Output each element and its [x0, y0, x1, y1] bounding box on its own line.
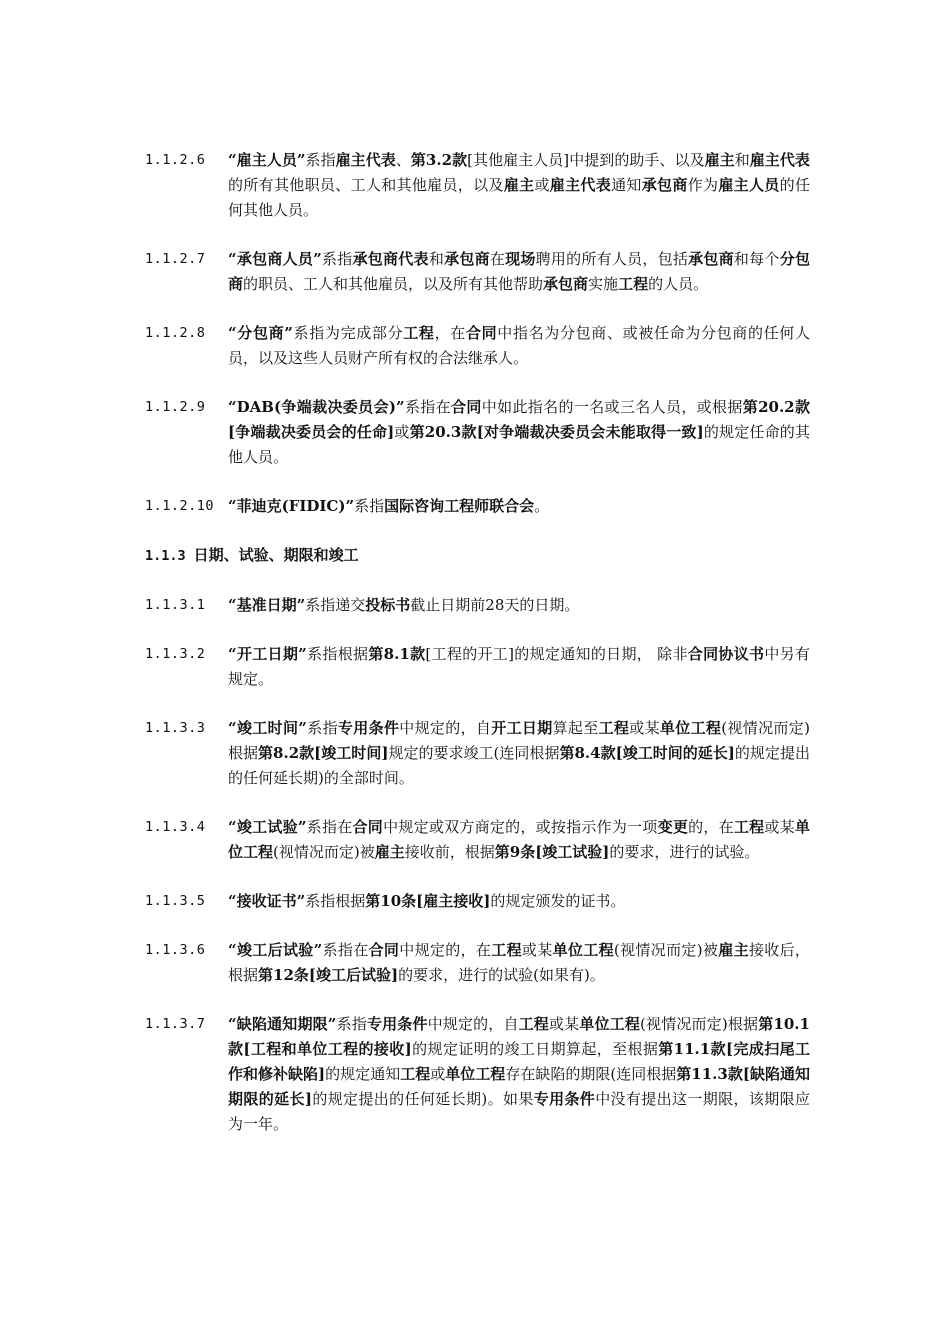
text-run: 的，在	[688, 818, 734, 836]
defined-term: 合同	[352, 818, 384, 836]
text-run: 或某	[629, 719, 660, 737]
defined-term: 第8.1款	[368, 645, 426, 663]
defined-term: 变更	[657, 818, 689, 836]
text-run: 算起至	[552, 719, 599, 737]
defined-term: 第10.1款[工程和单位工程的接收]	[228, 1015, 810, 1058]
defined-term: 第11.3款[缺陷通知期限的延长]	[228, 1065, 810, 1108]
defined-term: 雇主代表	[549, 176, 612, 194]
clause-text	[228, 889, 810, 914]
clause-entry	[145, 938, 810, 988]
clause-text	[228, 1012, 810, 1137]
defined-term: 承包商	[543, 275, 589, 293]
clause-entry	[145, 815, 810, 865]
text-run: 接收前，根据	[404, 843, 495, 861]
text-run: 。	[534, 497, 550, 515]
clause-entry	[145, 716, 810, 791]
defined-term: “开工日期”	[228, 645, 307, 663]
text-run: 聘用的所有人员，包括	[535, 250, 689, 268]
text-run: 的规定颁发的证书。	[490, 892, 626, 910]
defined-term: 承包商代表	[352, 250, 429, 268]
clause-number: 1.1.3.1	[145, 597, 206, 613]
section-number: 1.1.3	[145, 548, 186, 564]
defined-term: 开工日期	[491, 719, 553, 737]
clause-number: 1.1.3.7	[145, 1016, 206, 1032]
section-heading	[145, 543, 810, 569]
text-run: 中如此指名的一名或三名人员，或根据	[481, 398, 743, 416]
text-run: 存在缺陷的期限(连同根据	[505, 1065, 677, 1083]
defined-term: 工程	[518, 1015, 549, 1033]
defined-term: 承包商	[641, 176, 688, 194]
text-run: ，在	[434, 324, 466, 342]
text-run: 系指递交	[305, 596, 366, 614]
defined-term: 第9条[竣工试验]	[494, 843, 610, 861]
text-run: 的所有其他职员、工人和其他雇员，以及	[228, 176, 504, 194]
clause-entry	[145, 593, 810, 618]
text-run: 的规定任命的其他人员。	[228, 423, 810, 466]
text-run: 或某	[521, 941, 553, 959]
defined-term: 工程	[403, 324, 435, 342]
text-run: 或	[430, 1065, 446, 1083]
text-run: 的任何其他人员。	[228, 176, 810, 219]
text-run: 的规定证明的竣工日期算起，至根据	[411, 1040, 659, 1058]
defined-term: 单位工程	[445, 1065, 506, 1083]
text-run: 系指在	[322, 941, 369, 959]
clause-text	[228, 247, 810, 297]
clause-entry	[145, 642, 810, 692]
defined-term: 雇主	[503, 176, 535, 194]
defined-term: 投标书	[365, 596, 411, 614]
text-run: 的职员、工人和其他雇员，以及所有其他帮助	[243, 275, 544, 293]
defined-term: 现场	[505, 250, 536, 268]
text-run: 系指	[336, 1015, 367, 1033]
defined-term: 合同	[451, 398, 482, 416]
defined-term: 雇主	[704, 151, 735, 169]
defined-term: 单位工程	[579, 1015, 640, 1033]
defined-term: “分包商”	[228, 324, 293, 342]
clause-text	[228, 593, 810, 618]
text-run: 中另有规定。	[228, 645, 810, 688]
defined-term: 第8.2款[竣工时间]	[258, 744, 389, 762]
text-run: 的人员。	[648, 275, 709, 293]
clause-number: 1.1.2.9	[145, 399, 206, 415]
defined-term: “基准日期”	[228, 596, 306, 614]
defined-term: “缺陷通知期限”	[228, 1015, 337, 1033]
clause-entry	[145, 395, 810, 470]
defined-term: 专用条件	[533, 1090, 596, 1108]
clause-text	[228, 642, 810, 692]
clause-text	[228, 395, 810, 470]
text-run: 系指	[305, 151, 336, 169]
text-run: 作为	[687, 176, 719, 194]
defined-term: 第8.4款[竣工时间的延长]	[559, 744, 735, 762]
text-run: (视情况而定)被	[273, 843, 375, 861]
clause-entry	[145, 247, 810, 297]
defined-term: 分包商	[228, 250, 810, 293]
text-run: 和	[428, 250, 445, 268]
clause-number: 1.1.3.6	[145, 942, 206, 958]
clause-entry	[145, 148, 810, 223]
defined-term: 专用条件	[366, 1015, 428, 1033]
clause-text	[228, 716, 810, 791]
text-run: 通知	[611, 176, 642, 194]
text-run: 系指	[321, 250, 353, 268]
clause-text	[228, 938, 810, 988]
text-run: 中规定的，自	[399, 719, 492, 737]
text-run: 的规定提出的任何延长期)的全部时间。	[228, 744, 810, 787]
clause-text	[228, 815, 810, 865]
text-run: [工程的开工]的规定通知的日期， 除非	[425, 645, 688, 663]
clause-entry	[145, 494, 810, 519]
text-run: 规定的要求竣工(连同根据	[388, 744, 560, 762]
text-run: 和	[734, 151, 750, 169]
text-run: 或某	[548, 1015, 580, 1033]
section-title: 日期、试验、期限和竣工	[193, 546, 359, 564]
defined-term: 合同	[465, 324, 498, 342]
defined-term: 雇主	[718, 941, 749, 959]
defined-term: 合同协议书	[687, 645, 765, 663]
defined-term: 雇主代表	[335, 151, 396, 169]
defined-term: 第3.2款	[410, 151, 468, 169]
clause-number: 1.1.2.6	[145, 152, 206, 168]
text-run: 系指在	[404, 398, 452, 416]
text-run: 系指根据	[306, 645, 369, 663]
defined-term: “菲迪克(FIDIC)”	[228, 497, 355, 515]
text-run: 中规定的，在	[399, 941, 492, 959]
defined-term: 工程	[598, 719, 630, 737]
text-run: (视情况而定)根据	[640, 1015, 759, 1033]
text-run: 截止日期前28天的日期。	[410, 596, 580, 614]
text-run: 在	[489, 250, 506, 268]
text-run: 中规定或双方商定的，或按指示作为一项	[383, 818, 658, 836]
clause-text	[228, 494, 810, 519]
defined-term: “接收证书”	[228, 892, 306, 910]
text-run: 的要求，进行的试验。	[609, 843, 760, 861]
defined-term: 第20.3款[对争端裁决委员会未能取得一致]	[409, 423, 704, 441]
clause-text	[228, 148, 810, 223]
defined-term: “承包商人员”	[228, 250, 322, 268]
defined-term: 工程	[491, 941, 522, 959]
defined-term: 工程	[618, 275, 649, 293]
clause-entry	[145, 321, 810, 371]
text-run: (视情况而定)根据	[228, 719, 810, 762]
clause-entry	[145, 1012, 810, 1137]
text-run: 、	[395, 151, 411, 169]
text-run: 系指	[354, 497, 385, 515]
defined-term: “DAB(争端裁决委员会)”	[228, 398, 405, 416]
defined-term: 承包商	[444, 250, 490, 268]
text-run: (视情况而定)被	[613, 941, 719, 959]
defined-term: 第10条[雇主接收]	[365, 892, 491, 910]
clause-entry	[145, 889, 810, 914]
clause-number: 1.1.3.3	[145, 720, 206, 736]
text-run: 中指名为分包商、或被任命为分包商的任何人员，以及这些人员财产所有权的合法继承人。	[228, 324, 810, 367]
text-run: 中没有提出这一期限，该期限应为一年。	[228, 1090, 810, 1133]
defined-term: 工程	[733, 818, 765, 836]
defined-term: 第11.1款[完成扫尾工作和修补缺陷]	[228, 1040, 810, 1083]
text-run: 接收后，根据	[228, 941, 810, 984]
defined-term: 国际咨询工程师联合会	[384, 497, 535, 515]
text-run: 或	[394, 423, 410, 441]
text-run: 的规定通知	[325, 1065, 401, 1083]
text-run: 系指为完成部分	[292, 324, 404, 342]
defined-term: 单位工程	[552, 941, 614, 959]
defined-term: 工程	[400, 1065, 431, 1083]
defined-term: “竣工后试验”	[228, 941, 323, 959]
clause-text	[228, 321, 810, 371]
clause-number: 1.1.3.5	[145, 893, 206, 909]
text-run: 或某	[764, 818, 795, 836]
defined-term: 单位工程	[659, 719, 722, 737]
defined-term: 专用条件	[337, 719, 400, 737]
defined-term: 第12条[竣工后试验]	[258, 966, 399, 984]
clause-number: 1.1.3.4	[145, 819, 206, 835]
clause-list	[145, 148, 810, 1161]
text-run: 的规定提出的任何延长期)。如果	[311, 1090, 534, 1108]
defined-term: 雇主代表	[749, 151, 810, 169]
text-run: [其他雇主人员]中提到的助手、以及	[467, 151, 705, 169]
clause-number: 1.1.3.2	[145, 646, 206, 662]
text-run: 系指在	[306, 818, 353, 836]
text-run: 中规定的，自	[427, 1015, 519, 1033]
defined-term: “竣工时间”	[228, 719, 307, 737]
text-run: 系指根据	[305, 892, 366, 910]
text-run: 实施	[588, 275, 619, 293]
text-run: 的要求，进行的试验(如果有)。	[398, 966, 605, 984]
clause-number: 1.1.2.7	[145, 251, 206, 267]
defined-term: “雇主人员”	[228, 151, 306, 169]
defined-term: 合同	[368, 941, 400, 959]
clause-number: 1.1.2.10	[145, 498, 215, 514]
text-run: 和每个	[733, 250, 780, 268]
text-run: 系指	[306, 719, 338, 737]
defined-term: 雇主人员	[718, 176, 780, 194]
defined-term: 单位工程	[228, 818, 810, 861]
clause-number: 1.1.2.8	[145, 325, 206, 341]
text-run: 或	[534, 176, 550, 194]
defined-term: 承包商	[688, 250, 734, 268]
defined-term: 雇主	[374, 843, 405, 861]
defined-term: “竣工试验”	[228, 818, 307, 836]
defined-term: 第20.2款[争端裁决委员会的任命]	[228, 398, 810, 441]
